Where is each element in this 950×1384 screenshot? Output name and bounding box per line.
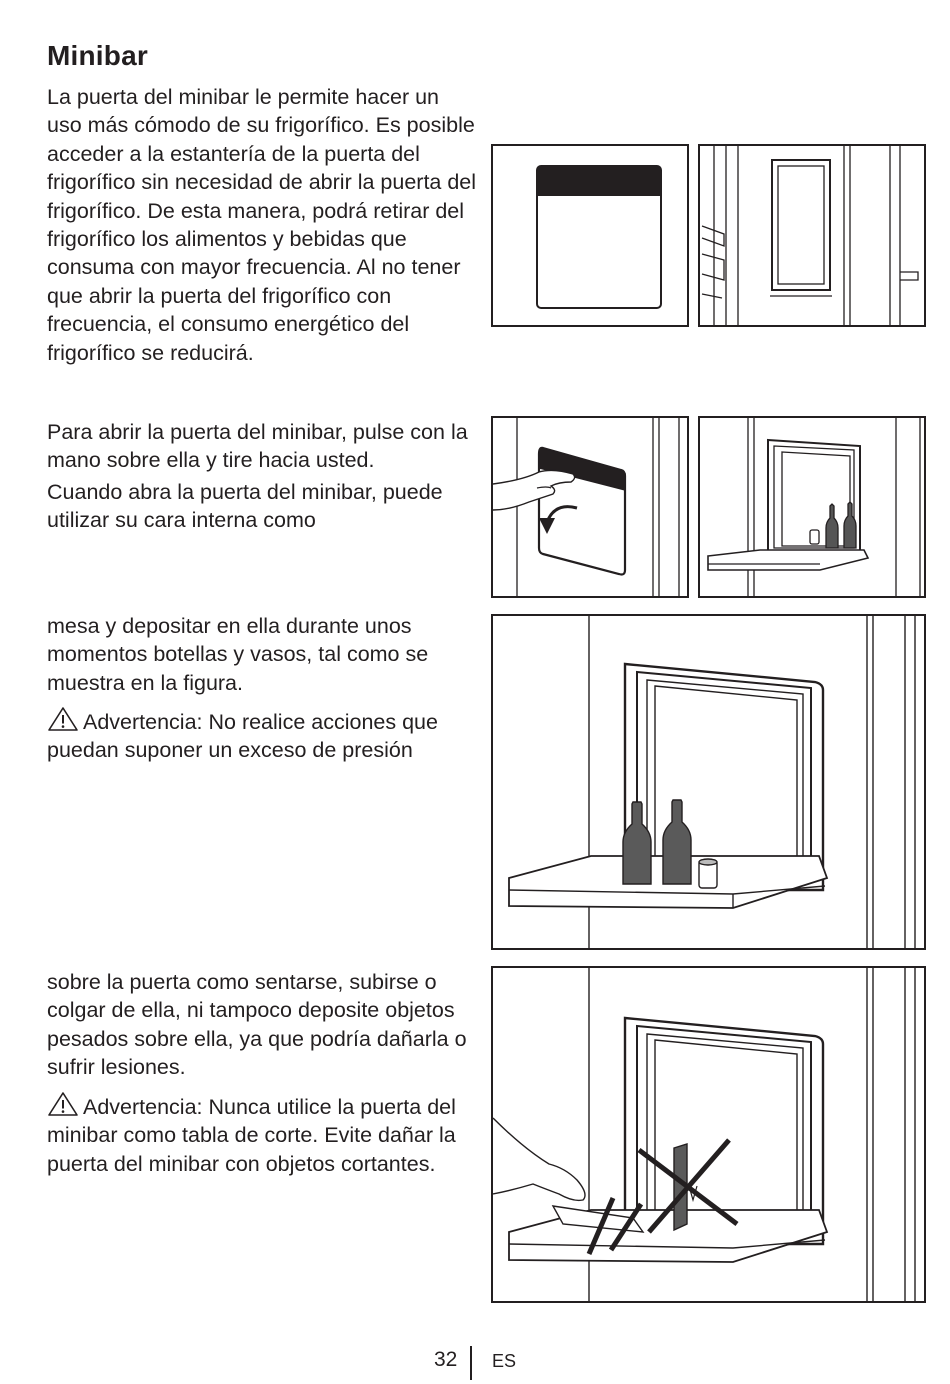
warning-pressure: [47, 706, 477, 765]
warning-cutting-text: Advertencia: Nunca utilice la puerta del minibar como tabla de corte. Evite dañar la puerta del minibar con objetos cortantes.: [47, 1095, 456, 1176]
figure-minibar-door-perspective: [698, 144, 926, 327]
open-instruction-paragraph: Para abrir la puerta del minibar, pulse con la mano sobre ella y tire hacia usted.: [47, 420, 468, 473]
footer-divider: [470, 1346, 472, 1380]
intro-paragraph: La puerta del minibar le permite hacer un uso más cómodo de su frigorífico. Es posible acceder a la estantería de la puerta del frigorífico sin necesidad de abrir la puerta del frigorífico. De esta manera, podrá retirar del frigorífico los alimentos y bebidas que consuma con mayor frecuencia. Al no tener que abrir la puerta del frigorífico con frecuencia, el consumo energético del frigorífico se reducirá.: [47, 85, 477, 365]
page-footer: [0, 1346, 950, 1382]
warning-cutting: [47, 1091, 477, 1178]
figure-no-cutting-warning: [491, 966, 926, 1303]
figure-bottles-on-door: [491, 614, 926, 950]
figure-minibar-door-front: [491, 144, 689, 327]
inner-side-paragraph: Cuando abra la puerta del minibar, puede utilizar su cara interna como: [47, 480, 443, 533]
table-use-paragraph: mesa y depositar en ella durante unos momentos botellas y vasos, tal como se muestra en la figura.: [47, 614, 429, 695]
language-code: ES: [492, 1351, 517, 1371]
figure-minibar-open-small: [698, 416, 926, 598]
page-number: 32: [434, 1348, 458, 1371]
warning-triangle-icon: [47, 1091, 79, 1117]
section-title: Minibar: [47, 40, 148, 71]
pressure-paragraph: sobre la puerta como sentarse, subirse o colgar de ella, ni tampoco deposite objetos pesados sobre ella, ya que podría dañarla o sufrir lesiones.: [47, 970, 467, 1080]
warning-triangle-icon: [47, 706, 79, 732]
warning-pressure-text: Advertencia: No realice acciones que puedan suponer un exceso de presión: [47, 710, 438, 763]
figure-open-minibar-door: [491, 416, 689, 598]
